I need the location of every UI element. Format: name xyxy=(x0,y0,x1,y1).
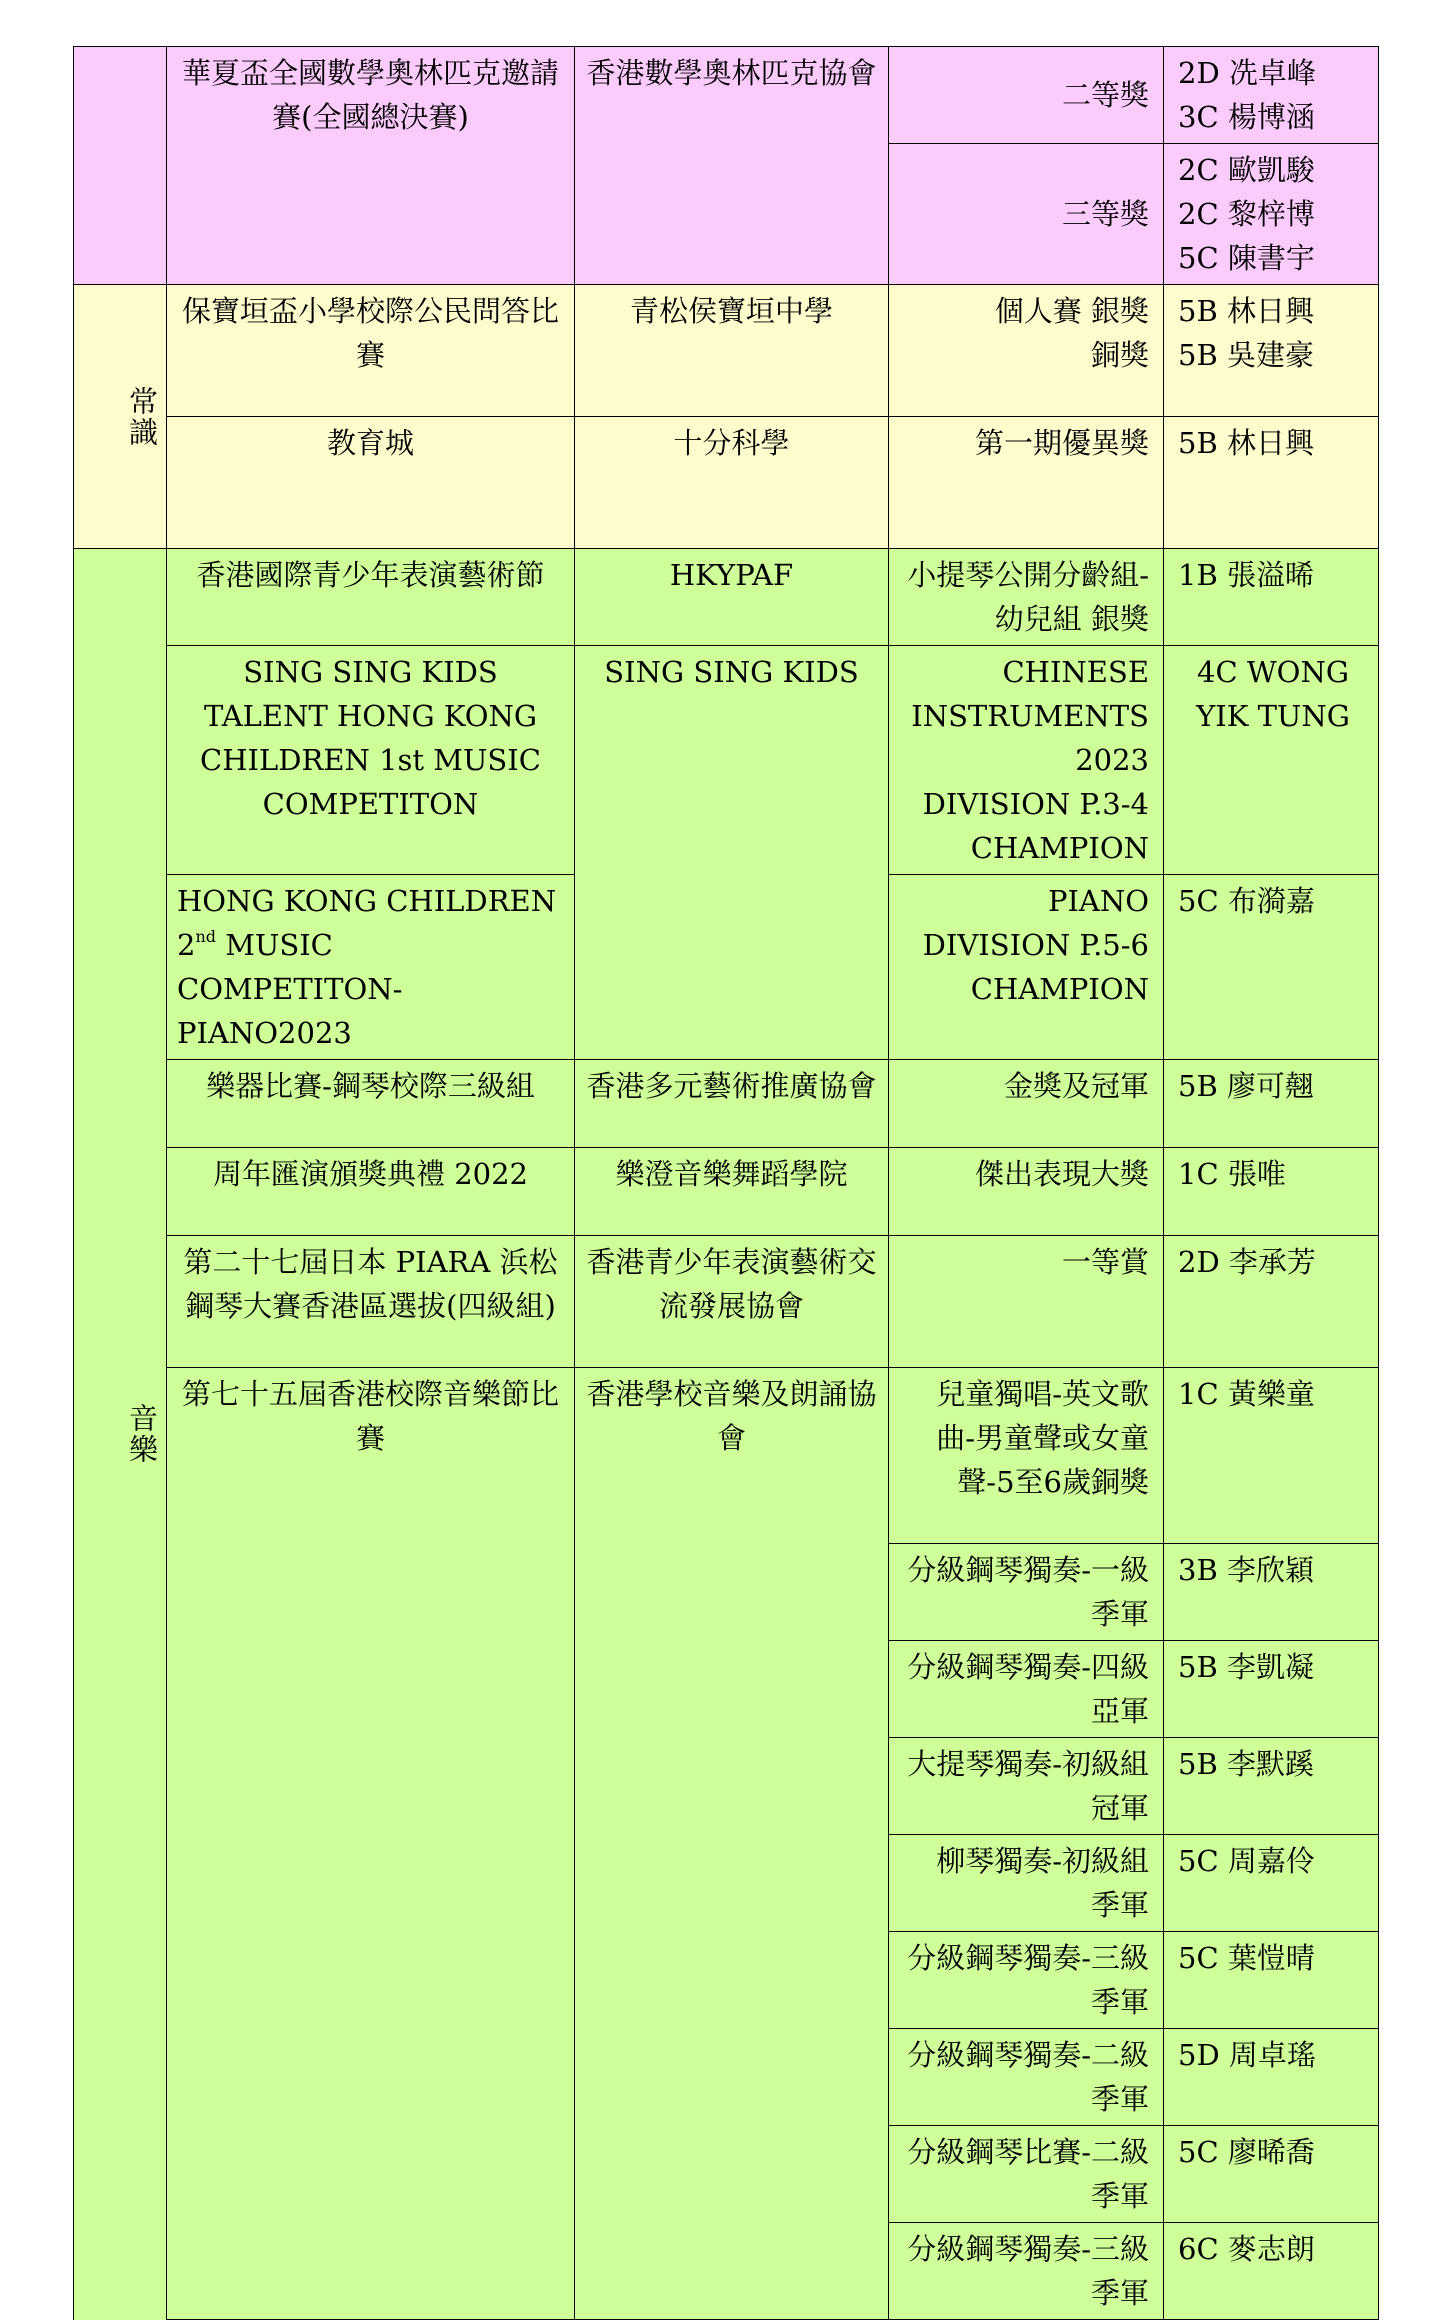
student-cell: 1B 張溢晞 xyxy=(1164,549,1379,646)
organizer-cell: 香港多元藝術推廣協會 xyxy=(575,1060,889,1148)
organizer-cell: 青松侯寶垣中學 xyxy=(575,285,889,417)
award-cell: 分級鋼琴獨奏-二級 季軍 xyxy=(889,2029,1164,2126)
organizer-cell: 香港青少年表演藝術交流發展協會 xyxy=(575,1236,889,1368)
student-cell: 2D 冼卓峰 3C 楊博涵 xyxy=(1164,47,1379,144)
competition-cell: 香港國際青少年表演藝術節 xyxy=(167,549,575,646)
student-cell: 2D 李承芳 xyxy=(1164,1236,1379,1368)
competition-cell: 樂器比賽-鋼琴校際三級組 xyxy=(167,1060,575,1148)
competition-cell: 周年匯演頒獎典禮 2022 xyxy=(167,1148,575,1236)
student-cell: 5C 周嘉伶 xyxy=(1164,1835,1379,1932)
award-cell: 分級鋼琴獨奏-三級 季軍 xyxy=(889,1932,1164,2029)
awards-table xyxy=(73,46,1379,2320)
award-cell: 三等獎 xyxy=(889,144,1164,285)
competition-cell: 教育城 xyxy=(167,417,575,549)
award-cell: 傑出表現大獎 xyxy=(889,1148,1164,1236)
subject-cell: 常識 xyxy=(74,285,167,549)
table-row xyxy=(74,417,1379,549)
table-row xyxy=(74,646,1379,875)
student-cell: 5B 李默蹊 xyxy=(1164,1738,1379,1835)
table-row xyxy=(74,47,1379,144)
student-cell: 5B 廖可翹 xyxy=(1164,1060,1379,1148)
award-cell: 第一期優異獎 xyxy=(889,417,1164,549)
award-cell: 兒童獨唱-英文歌曲-男童聲或女童聲-5至6歲銅獎 xyxy=(889,1368,1164,1544)
student-cell: 5B 李凱凝 xyxy=(1164,1641,1379,1738)
award-cell: 小提琴公開分齡組-幼兒組 銀獎 xyxy=(889,549,1164,646)
student-cell: 4C WONG YIK TUNG xyxy=(1164,646,1379,875)
award-cell: 分級鋼琴獨奏-一級 季軍 xyxy=(889,1544,1164,1641)
student-cell: 1C 張唯 xyxy=(1164,1148,1379,1236)
competition-cell: HONG KONG CHILDREN 2nd MUSIC COMPETITON-PIANO2023 xyxy=(167,875,575,1060)
table-row xyxy=(74,285,1379,417)
student-cell: 5C 廖晞喬 xyxy=(1164,2126,1379,2223)
subject-cell xyxy=(74,47,167,285)
award-cell: 大提琴獨奏-初級組 冠軍 xyxy=(889,1738,1164,1835)
organizer-cell: 香港數學奧林匹克協會 xyxy=(575,47,889,285)
organizer-cell: 樂澄音樂舞蹈學院 xyxy=(575,1148,889,1236)
organizer-cell: 香港學校音樂及朗誦協會 xyxy=(575,1368,889,2320)
student-cell: 1C 黃樂童 xyxy=(1164,1368,1379,1544)
table-row xyxy=(74,1148,1379,1236)
competition-cell: 保寶垣盃小學校際公民問答比賽 xyxy=(167,285,575,417)
award-cell: CHINESE INSTRUMENTS 2023 DIVISION P.3-4 CHAMPION xyxy=(889,646,1164,875)
student-cell: 5B 林日興 5B 吳建豪 xyxy=(1164,285,1379,417)
competition-cell: 華夏盃全國數學奧林匹克邀請賽(全國總決賽) xyxy=(167,47,575,285)
competition-cell: 第七十五屆香港校際音樂節比賽 xyxy=(167,1368,575,2320)
award-cell: PIANO DIVISION P.5-6 CHAMPION xyxy=(889,875,1164,1060)
award-cell: 個人賽 銀獎 銅獎 xyxy=(889,285,1164,417)
table-row xyxy=(74,1060,1379,1148)
award-cell: 二等獎 xyxy=(889,47,1164,144)
award-cell: 分級鋼琴比賽-二級 季軍 xyxy=(889,2126,1164,2223)
award-cell: 柳琴獨奏-初級組 季軍 xyxy=(889,1835,1164,1932)
student-cell: 3B 李欣穎 xyxy=(1164,1544,1379,1641)
organizer-cell: 十分科學 xyxy=(575,417,889,549)
student-cell: 6C 麥志朗 xyxy=(1164,2223,1379,2320)
table-row xyxy=(74,549,1379,646)
competition-cell: SING SING KIDS TALENT HONG KONG CHILDREN 1st MUSIC COMPETITON xyxy=(167,646,575,875)
student-cell: 2C 歐凱駿 2C 黎梓博 5C 陳書宇 xyxy=(1164,144,1379,285)
awards-table-container xyxy=(73,46,1379,2320)
subject-cell: 音樂 xyxy=(74,549,167,2320)
student-cell: 5C 布漪嘉 xyxy=(1164,875,1379,1060)
award-cell: 金獎及冠軍 xyxy=(889,1060,1164,1148)
award-cell: 一等賞 xyxy=(889,1236,1164,1368)
organizer-cell: HKYPAF xyxy=(575,549,889,646)
student-cell: 5C 葉愷晴 xyxy=(1164,1932,1379,2029)
organizer-cell: SING SING KIDS xyxy=(575,646,889,1060)
award-cell: 分級鋼琴獨奏-三級 季軍 xyxy=(889,2223,1164,2320)
student-cell: 5B 林日興 xyxy=(1164,417,1379,549)
table-row xyxy=(74,1368,1379,1544)
table-row xyxy=(74,1236,1379,1368)
competition-cell: 第二十七屆日本 PIARA 浜松鋼琴大賽香港區選拔(四級組) xyxy=(167,1236,575,1368)
award-cell: 分級鋼琴獨奏-四級 亞軍 xyxy=(889,1641,1164,1738)
student-cell: 5D 周卓瑤 xyxy=(1164,2029,1379,2126)
